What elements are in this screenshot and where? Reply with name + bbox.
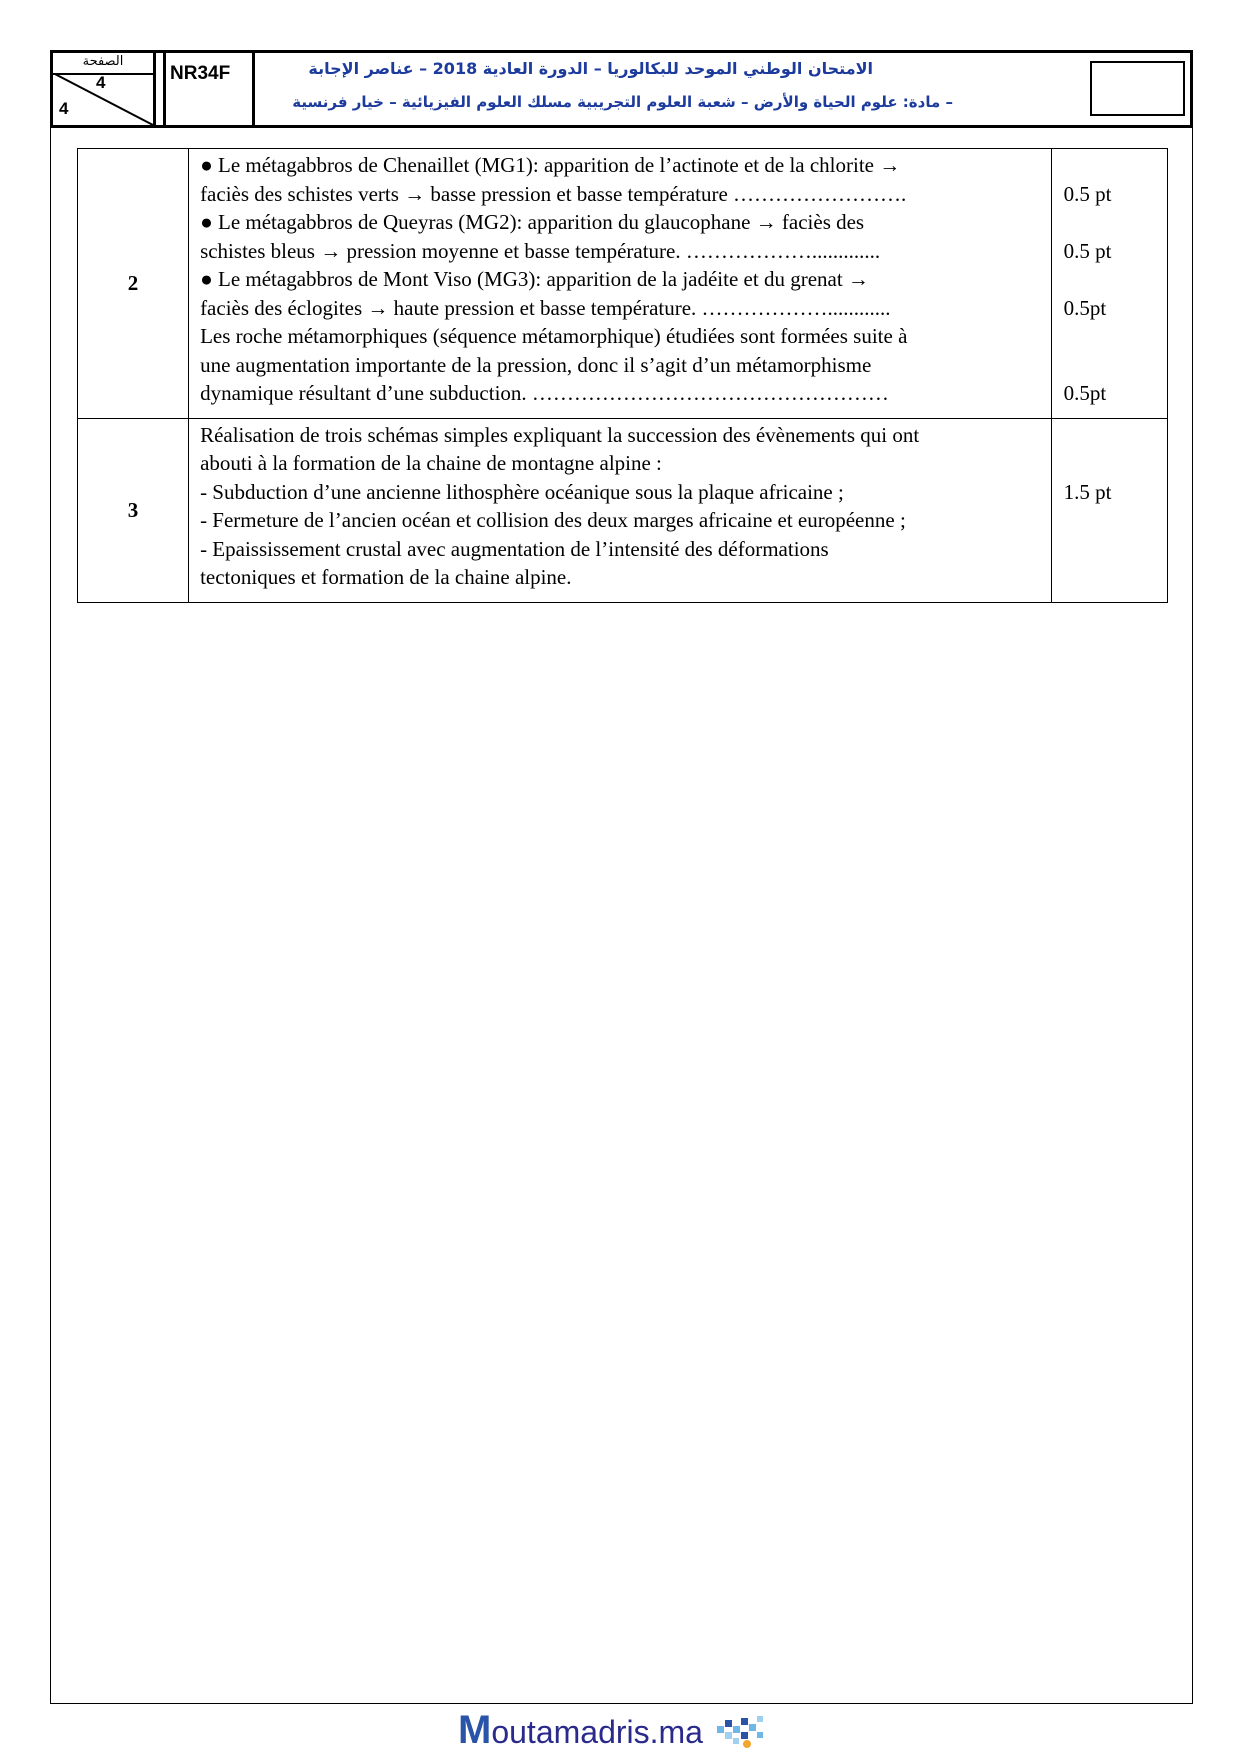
exam-code: NR34F [163,53,255,125]
footer-logo [458,1708,703,1753]
answer-line: schistes bleus → pression moyenne et basse température. ………………............. [200,238,881,263]
table-row [78,149,1168,419]
answer-line: Réalisation de trois schémas simples expliquant la succession des évènements qui ont [200,422,920,447]
points-value: 0.5pt [1063,381,1107,405]
logo-pixel-icon [713,1712,773,1752]
points-value [1064,535,1167,564]
answer-text [189,418,1052,602]
points-value: 0.5 pt [1063,238,1112,263]
points-cell [1051,418,1167,602]
points-value: 0.5 pt [1063,181,1112,206]
logo-name: outamadris [491,1714,650,1750]
answer-line: abouti à la formation de la chaine de montagne alpine : [200,451,662,475]
points-value: 0.5pt [1063,295,1107,320]
answer-text [189,149,1052,419]
points-value [1064,351,1167,380]
points-value [1064,449,1167,478]
exam-title-line1: الامتحان الوطني الموحد للبكالوريا – الدورة العادية 2018 – عناصر الإجابة [308,59,873,78]
points-value [1064,322,1167,351]
page-current: 4 [96,73,106,92]
points-value [1064,208,1167,237]
answer-line: Les roche métamorphiques (séquence métamorphique) étudiées sont formées suite à [200,324,908,348]
page-total: 4 [59,99,69,118]
points-value: 1.5 pt [1063,479,1112,504]
page-number-box [53,53,156,125]
logo-initial: M [458,1708,492,1752]
logo-ext: .ma [649,1714,703,1750]
answer-line: une augmentation importante de la pression, donc il s’agit d’un métamorphisme [200,352,872,377]
points-value [1064,151,1167,180]
points-value [1064,506,1167,535]
answer-line: ● Le métagabbros de Mont Viso (MG3): apparition de la jadéite et du grenat → [200,267,869,291]
question-number: 3 [78,418,189,602]
answer-line: faciès des éclogites → haute pression et basse température. ………………............ [200,295,891,320]
answer-line: ● Le métagabbros de Chenaillet (MG1): apparition de l’actinote et de la chlorite → [200,153,901,177]
answer-line: - Subduction d’une ancienne lithosphère océanique sous la plaque africaine ; [200,479,844,504]
answer-table [77,148,1168,603]
answer-line: - Fermeture de l’ancien océan et collision des deux marges africaine et européenne ; [200,508,906,532]
exam-title-line2: – مادة: علوم الحياة والأرض – شعبة العلوم التجريبية مسلك العلوم الفيزيائية – خيار فرنسية [292,93,953,111]
exam-header [50,50,1193,128]
answer-line: - Epaississement crustal avec augmentation de l’intensité des déformations [200,536,829,561]
page-label: الصفحة [53,53,153,75]
exam-titles [258,53,1103,125]
points-cell [1051,149,1167,419]
answer-line: faciès des schistes verts → basse pression et basse température ……………………. [200,181,907,206]
points-value [1064,421,1167,450]
blank-box [1090,61,1185,116]
answer-line: tectoniques et formation de la chaine alpine. [200,565,572,589]
answer-line: ● Le métagabbros de Queyras (MG2): apparition du glaucophane → faciès des [200,210,865,234]
question-number: 2 [78,149,189,419]
table-row [78,418,1168,602]
points-value [1064,563,1167,592]
answer-line: dynamique résultant d’une subduction. …………………………………………… [200,381,889,405]
points-value [1064,265,1167,294]
